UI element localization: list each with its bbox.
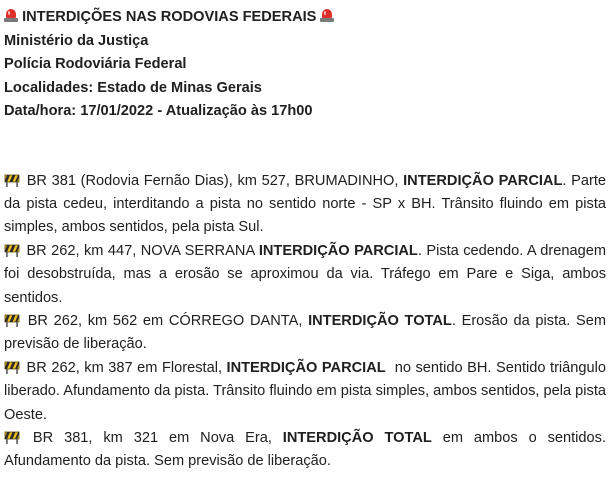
list-item: BR 262, km 447, NOVA SERRANA INTERDIÇÃO PARCIAL. Pista cedendo. A drenagem foi desobstruída, mas a erosão se aproximou da via. Tráfego em Pare e Siga, ambos sentidos.	[4, 242, 606, 306]
status-label: INTERDIÇÃO TOTAL	[282, 429, 432, 446]
status-label: INTERDIÇÃO PARCIAL	[226, 359, 386, 376]
status-label: INTERDIÇÃO TOTAL	[308, 312, 452, 329]
locality-line: Localidades: Estado de Minas Gerais	[4, 79, 262, 96]
list-item: BR 381, km 321 em Nova Era, INTERDIÇÃO TOTAL em ambos o sentidos. Afundamento da pista. Sem previsão de liberação.	[4, 429, 606, 470]
list-item: BR 262, km 387 em Florestal, INTERDIÇÃO PARCIAL no sentido BH. Sentido triângulo liberado. Afundamento da pista. Trânsito fluindo em pista simples, ambos sentidos, pela pista Oeste.	[4, 359, 610, 423]
list-item: BR 262, km 562 em CÓRREGO DANTA, INTERDIÇÃO TOTAL. Erosão da pista. Sem previsão de liberação.	[4, 312, 606, 353]
construction-barrier-icon	[4, 172, 20, 187]
construction-barrier-icon	[4, 242, 20, 257]
police-light-icon	[4, 9, 18, 22]
spacer	[4, 124, 604, 170]
agency-line: Polícia Rodoviária Federal	[4, 56, 187, 72]
ministry-line: Ministério da Justiça	[4, 32, 149, 49]
construction-barrier-icon	[4, 312, 20, 327]
bulletin-title-line	[4, 6, 604, 30]
status-label: INTERDIÇÃO PARCIAL	[258, 242, 418, 259]
status-label: INTERDIÇÃO PARCIAL	[403, 172, 563, 189]
construction-barrier-icon	[4, 429, 20, 444]
police-light-icon	[320, 9, 334, 22]
list-item: BR 381 (Rodovia Fernão Dias), km 527, BRUMADINHO, INTERDIÇÃO PARCIAL. Parte da pista cedeu, interditando a pista no sentido norte - SP x BH. Trânsito fluindo em pista simples, ambos sentidos, pela pista Sul.	[4, 172, 607, 236]
entries-list	[4, 170, 610, 474]
construction-barrier-icon	[4, 359, 20, 374]
bulletin-title: INTERDIÇÕES NAS RODOVIAS FEDERAIS	[22, 9, 317, 25]
datetime-line: Data/hora: 17/01/2022 - Atualização às 17h00	[4, 103, 313, 119]
